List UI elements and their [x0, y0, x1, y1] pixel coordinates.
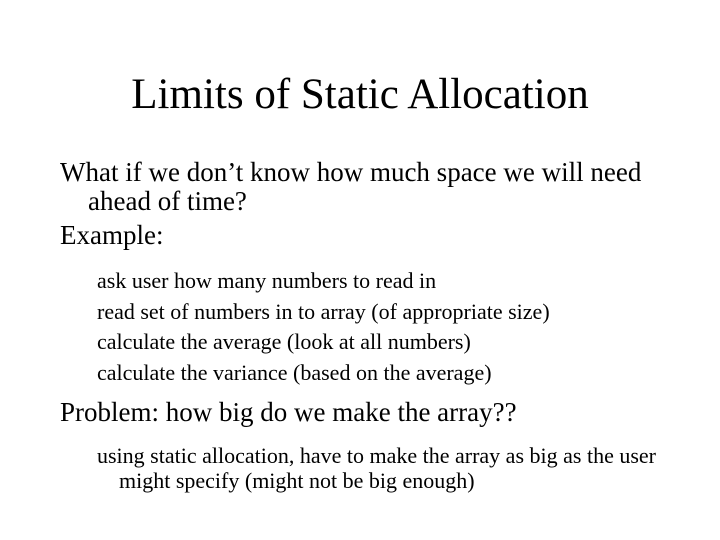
slide-title: Limits of Static Allocation [131, 71, 589, 118]
problem-detail: using static allocation, have to make the array as big as the user might specify (might not be big enough) [97, 443, 656, 493]
example-step: calculate the variance (based on the average) [97, 359, 492, 385]
point-unknown-space: What if we don’t know how much space we will need ahead of time? [60, 157, 642, 216]
point-problem: Problem: how big do we make the array?? [60, 397, 517, 427]
problem-details-list [97, 443, 700, 493]
example-step: ask user how many numbers to read in [97, 268, 437, 293]
example-steps-list [97, 266, 700, 388]
slide-body [60, 158, 700, 493]
point-example: Example: [60, 220, 164, 250]
example-step: read set of numbers in to array (of appropriate size) [97, 298, 550, 324]
example-step: calculate the average (look at all numbers) [97, 329, 471, 354]
